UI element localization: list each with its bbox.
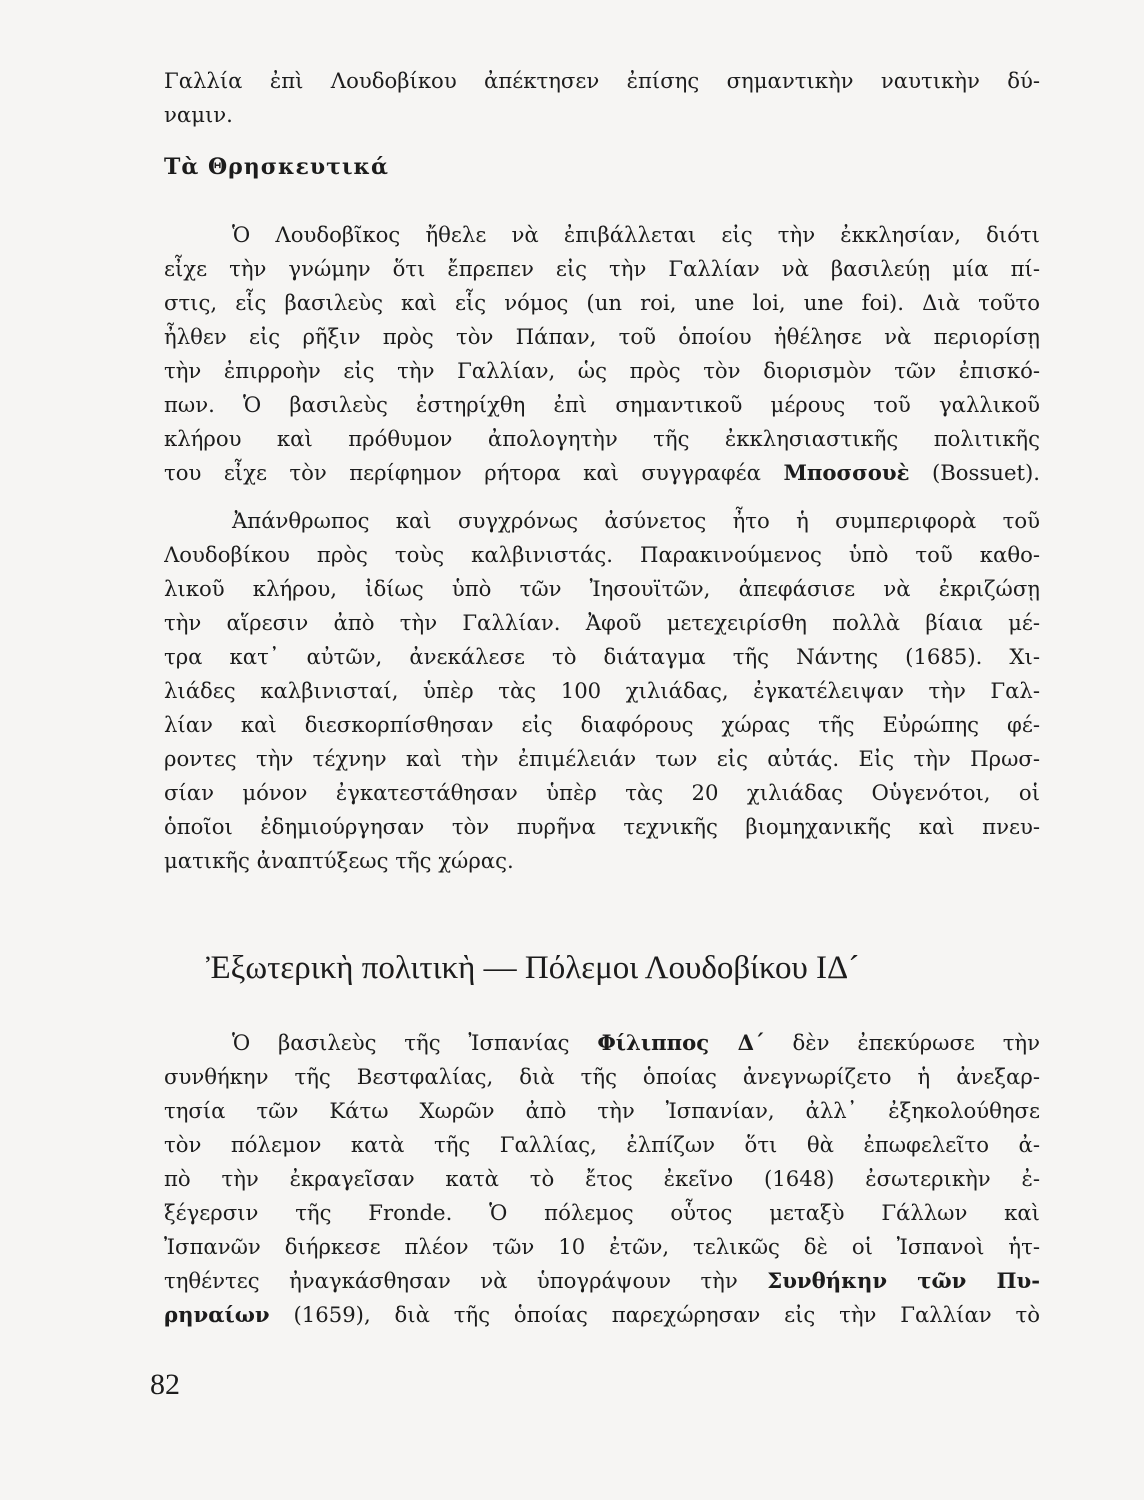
text-line: στις, εἷς βασιλεὺς καὶ εἷς νόμος (un roi, une loi, une foi). Διὰ τοῦτο <box>164 290 1040 315</box>
text-line: σίαν μόνον ἐγκατεστάθησαν ὑπὲρ τὰς 20 χιλιάδας Οὑγενότοι, οἱ <box>164 780 1040 805</box>
text-line: εἶχε τὴν γνώμην ὅτι ἔπρεπεν εἰς τὴν Γαλλίαν νὰ βασιλεύῃ μία πί- <box>164 256 1040 281</box>
text-line: Γαλλία ἐπὶ Λουδοβίκου ἀπέκτησεν ἐπίσης σημαντικὴν ναυτικὴν δύ- <box>164 68 1040 93</box>
text-line: ροντες τὴν τέχνην καὶ τὴν ἐπιμέλειάν των εἰς αὐτάς. Εἰς τὴν Πρωσ- <box>164 746 1040 771</box>
text-run: (1659), διὰ τῆς ὁποίας παρεχώρησαν εἰς τὴν Γαλλίαν τὸ <box>269 1302 1040 1327</box>
text-line: λικοῦ κλήρου, ἰδίως ὑπὸ τῶν Ἰησουϊτῶν, ἀπεφάσισε νὰ ἐκριζώσῃ <box>164 576 1040 601</box>
text-line: ὁποῖοι ἐδημιούργησαν τὸν πυρῆνα τεχνικῆς βιομηχανικῆς καὶ πνευ- <box>164 814 1040 839</box>
religion-paragraph <box>164 218 1040 490</box>
text-line: ἦλθεν εἰς ρῆξιν πρὸς τὸν Πάπαν, τοῦ ὁποίου ἠθέλησε νὰ περιορίσῃ <box>164 324 1040 349</box>
text-line: Λουδοβίκου πρὸς τοὺς καλβινιστάς. Παρακινούμενος ὑπὸ τοῦ καθο- <box>164 542 1040 567</box>
text-line: κλήρου καὶ πρόθυμον ἀπολογητὴν τῆς ἐκκλησιαστικῆς πολιτικῆς <box>164 426 1040 451</box>
text-run: του εἶχε τὸν περίφημον ρήτορα καὶ συγγραφέα <box>164 460 784 485</box>
text-line: Ὁ Λουδοβῖκος ἤθελε νὰ ἐπιβάλλεται εἰς τὴν ἐκκλησίαν, διότι <box>232 222 1040 247</box>
text-line <box>164 456 1040 490</box>
text-line: ματικῆς ἀναπτύξεως τῆς χώρας. <box>164 848 514 873</box>
text-line: τησία τῶν Κάτω Χωρῶν ἀπὸ τὴν Ἰσπανίαν, ἀλλ᾿ ἐξηκολούθησε <box>164 1098 1040 1123</box>
calvinist-paragraph <box>164 504 1040 878</box>
text-run: Ὁ βασιλεὺς τῆς Ἰσπανίας <box>232 1030 598 1055</box>
bold-term: Συνθήκην τῶν Πυ- <box>767 1268 1040 1293</box>
text-line: λίαν καὶ διεσκορπίσθησαν εἰς διαφόρους χώρας τῆς Εὐρώπης φέ- <box>164 712 1040 737</box>
text-run: (Bossuet). <box>909 460 1040 485</box>
section-subheading: Τὰ Θρησκευτικά <box>164 154 389 180</box>
text-line: τὴν ἐπιρροὴν εἰς τὴν Γαλλίαν, ὡς πρὸς τὸν διορισμὸν τῶν ἐπισκό- <box>164 358 1040 383</box>
text-line: ξέγερσιν τῆς Fronde. Ὁ πόλεμος οὗτος μεταξὺ Γάλλων καὶ <box>164 1200 1040 1225</box>
text-run: δὲν ἐπεκύρωσε τὴν <box>764 1030 1040 1055</box>
bold-term: Φίλιππος Δ´ <box>597 1030 765 1055</box>
text-line <box>164 1026 1040 1060</box>
text-line <box>164 1298 1040 1332</box>
section-title: Ἐξωτερικὴ πολιτικὴ — Πόλεμοι Λουδοβίκου ΙΔ´ <box>206 950 860 986</box>
text-line: τὸν πόλεμον κατὰ τῆς Γαλλίας, ἐλπίζων ὅτι θὰ ἐπωφελεῖτο ἀ- <box>164 1132 1040 1157</box>
text-line: Ἰσπανῶν διήρκεσε πλέον τῶν 10 ἐτῶν, τελικῶς δὲ οἱ Ἰσπανοὶ ἡτ- <box>164 1234 1040 1259</box>
foreign-policy-paragraph <box>164 1026 1040 1332</box>
text-line: τὴν αἵρεσιν ἀπὸ τὴν Γαλλίαν. Ἀφοῦ μετεχειρίσθη πολλὰ βίαια μέ- <box>164 610 1040 635</box>
intro-paragraph <box>164 64 1040 132</box>
page-number: 82 <box>150 1368 180 1401</box>
text-line: λιάδες καλβινισταί, ὑπὲρ τὰς 100 χιλιάδας, ἐγκατέλειψαν τὴν Γαλ- <box>164 678 1040 703</box>
text-line <box>164 1264 1040 1298</box>
bold-term: Μποσσουὲ <box>783 460 910 485</box>
text-line: ναμιν. <box>164 102 233 127</box>
text-line: Ἀπάνθρωπος καὶ συγχρόνως ἀσύνετος ἦτο ἡ συμπεριφορὰ τοῦ <box>232 508 1040 533</box>
text-line: τρα κατ᾿ αὐτῶν, ἀνεκάλεσε τὸ διάταγμα τῆς Νάντης (1685). Χι- <box>164 644 1040 669</box>
text-line: πων. Ὁ βασιλεὺς ἐστηρίχθη ἐπὶ σημαντικοῦ μέρους τοῦ γαλλικοῦ <box>164 392 1040 417</box>
text-line: συνθήκην τῆς Βεστφαλίας, διὰ τῆς ὁποίας ἀνεγνωρίζετο ἡ ἀνεξαρ- <box>164 1064 1040 1089</box>
bold-term: ρηναίων <box>164 1302 270 1327</box>
text-run: τηθέντες ἠναγκάσθησαν νὰ ὑπογράψουν τὴν <box>164 1268 768 1293</box>
text-line: πὸ τὴν ἐκραγεῖσαν κατὰ τὸ ἔτος ἐκεῖνο (1648) ἐσωτερικὴν ἐ- <box>164 1166 1040 1191</box>
